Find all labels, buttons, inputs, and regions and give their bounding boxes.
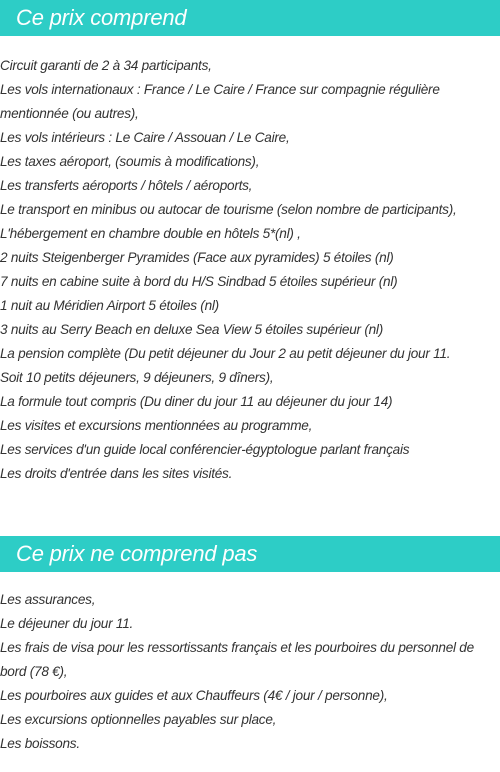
list-item: Les droits d'entrée dans les sites visités.: [0, 466, 233, 481]
list-item: Le transport en minibus ou autocar de tourisme (selon nombre de participants),: [0, 202, 457, 217]
list-item: 1 nuit au Méridien Airport 5 étoiles (nl): [0, 298, 219, 313]
price-excludes-section: [0, 536, 500, 756]
list-item: 2 nuits Steigenberger Pyramides (Face aux pyramides) 5 étoiles (nl): [0, 250, 394, 265]
list-item: Les vols intérieurs : Le Caire / Assouan / Le Caire,: [0, 130, 290, 145]
price-excludes-title: Ce prix ne comprend pas: [16, 541, 258, 566]
list-item: Les assurances,: [0, 592, 96, 607]
list-item: Soit 10 petits déjeuners, 9 déjeuners, 9 dîners),: [0, 370, 274, 385]
price-includes-list: [0, 36, 500, 486]
list-item: Les frais de visa pour les ressortissants français et les pourboires du personnel de bord (78 €),: [0, 640, 474, 679]
price-includes-title: Ce prix comprend: [16, 5, 187, 30]
list-item: Les taxes aéroport, (soumis à modifications),: [0, 154, 260, 169]
list-item: Circuit garanti de 2 à 34 participants,: [0, 58, 212, 73]
list-item: Les boissons.: [0, 736, 80, 751]
list-item: L'hébergement en chambre double en hôtels 5*(nl) ,: [0, 226, 301, 241]
list-item: Les pourboires aux guides et aux Chauffeurs (4€ / jour / personne),: [0, 688, 388, 703]
list-item: Le déjeuner du jour 11.: [0, 616, 134, 631]
list-item: Les visites et excursions mentionnées au programme,: [0, 418, 313, 433]
price-excludes-list: [0, 572, 500, 756]
list-item: La pension complète (Du petit déjeuner du Jour 2 au petit déjeuner du jour 11.: [0, 346, 451, 361]
list-item: Les transferts aéroports / hôtels / aéroports,: [0, 178, 253, 193]
price-includes-header: [0, 0, 500, 36]
list-item: 3 nuits au Serry Beach en deluxe Sea View 5 étoiles supérieur (nl): [0, 322, 383, 337]
list-item: 7 nuits en cabine suite à bord du H/S Sindbad 5 étoiles supérieur (nl): [0, 274, 398, 289]
list-item: Les vols internationaux : France / Le Caire / France sur compagnie régulière mentionnée (ou autres),: [0, 82, 440, 121]
list-item: La formule tout compris (Du diner du jour 11 au déjeuner du jour 14): [0, 394, 393, 409]
list-item: Les excursions optionnelles payables sur place,: [0, 712, 277, 727]
list-item: Les services d'un guide local conférencier-égyptologue parlant français: [0, 442, 410, 457]
price-excludes-header: [0, 536, 500, 572]
